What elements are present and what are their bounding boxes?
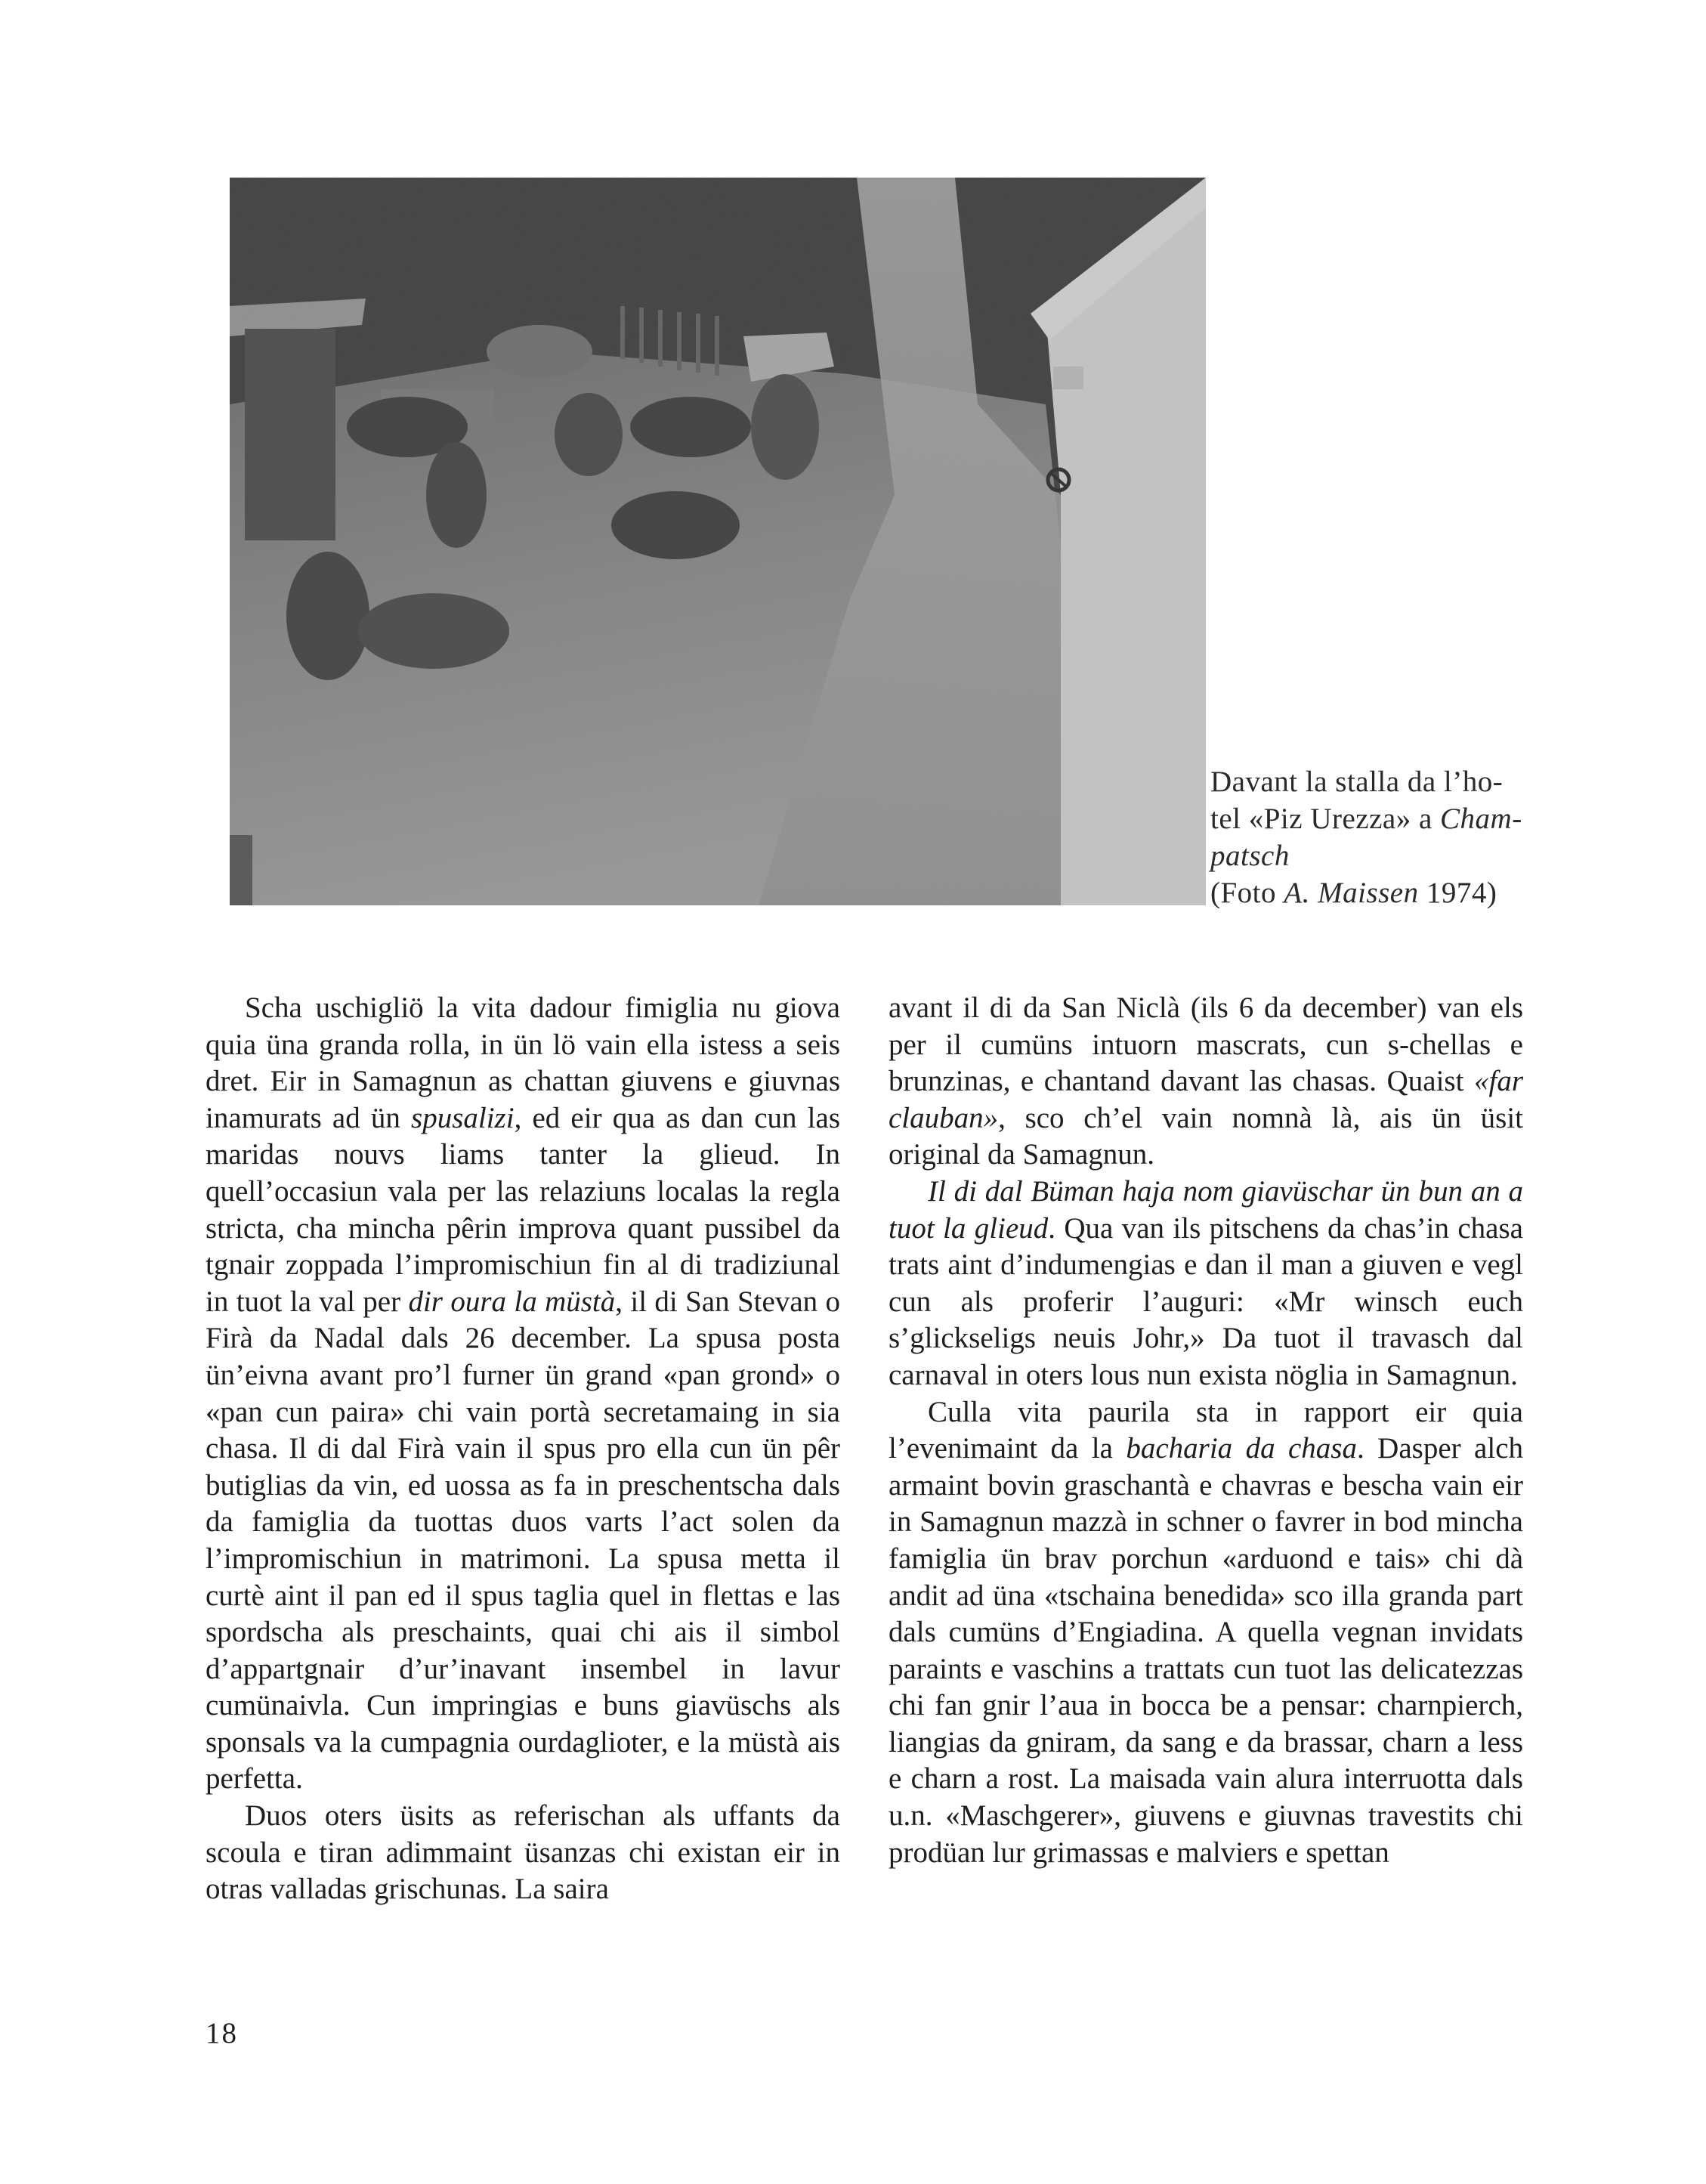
paragraph bbox=[889, 990, 1523, 1174]
italic-run: bacharia da chasa bbox=[1126, 1432, 1357, 1465]
italic-run: «far clauban» bbox=[889, 1065, 1523, 1134]
text-column-left bbox=[206, 990, 840, 1908]
text-run: . Qua van ils pitschens da chas’in chasa trats aint d’indumengias e dan il man a giuven e vegl cun als proferir l’auguri: «Mr winsch euch s’glickseligs neuis Johr,» Da tuot il travasch dal carnaval in oters lous nun exista nöglia in Samagnun. bbox=[889, 1211, 1523, 1391]
text-run: , ed eir qua as dan cun las maridas nouvs liams tanter la glieud. In quell’occasiun vala per las relaziuns localas la regla stricta, cha mincha pêrin improva quant pussibel da tgnair zoppada l’impromischiun fin al di tradiziunal in tuot la val per bbox=[206, 1101, 840, 1318]
text-run: Scha uschigliö la vita dadour fimiglia nu giova quia üna granda rolla, in ün lö vain ella istess a seis dret. Eir in Samagnun as chattan giuvens e giuvnas inamurats ad ün bbox=[206, 991, 840, 1134]
caption-line: patsch bbox=[1210, 840, 1290, 872]
paragraph bbox=[889, 1394, 1523, 1872]
photograph-cattle-yard bbox=[230, 178, 1206, 905]
text-column-right bbox=[889, 990, 1523, 1871]
paragraph bbox=[206, 990, 840, 1798]
text-run: avant il di da San Niclà (ils 6 da december) van els per il cumüns intuorn mascrats, cun s-chellas e brunzinas, e chantand davant las chasas. Quaist bbox=[889, 991, 1523, 1098]
italic-run: Il di dal Büman haja nom giavüschar ün bun an a tuot la glieud bbox=[889, 1174, 1523, 1245]
text-run: , sco ch’el vain nomnà là, ais ün üsit original da Samagnun. bbox=[889, 1101, 1523, 1171]
italic-run: dir oura la müstà bbox=[408, 1285, 616, 1318]
text-run: Culla vita paurila sta in rapport eir quia l’evenimaint da la bbox=[889, 1395, 1523, 1465]
caption-line: Davant la stalla da l’ho- bbox=[1210, 766, 1504, 798]
paragraph bbox=[889, 1174, 1523, 1394]
text-run: Duos oters üsits as referischan als uffants da scoula e tiran adimmaint üsanzas chi existan eir in otras valladas grischunas. La saira bbox=[206, 1799, 840, 1906]
text-run: , il di San Stevan o Firà da Nadal dals 26 december. La spusa posta ün’eivna avant pro’l furner ün grand «pan grond» o «pan cun paira» chi vain portà secretamaing in sia chasa. Il di dal Firà vain il spus pro ella cun ün pêr butiglias da vin, ed uossa as fa in preschentscha dals da famiglia da tuottas duos varts l’act solen da l’impromischiun in matrimoni. La spusa metta il curtè aint il pan ed il spus taglia quel in flettas e las spordscha als preschaints, quai chi ais il simbol d’appartgnair d’ur’inavant insembel in lavur cumünaivla. Cun impringias e buns giavüschs als sponsals va la cumpagnia ourdaglioter, e la müstà ais perfetta. bbox=[206, 1285, 840, 1796]
caption-credit: (Foto A. Maissen 1974) bbox=[1210, 877, 1497, 909]
text-run: . Dasper alch armaint bovin graschantà e chavras e bescha vain eir in Samagnun mazzà in schner o favrer in bod mincha famiglia ün brav porchun «arduond e tais» chi dà andit ad üna «tschaina benedida» sco illa granda part dals cumüns d’Engiadina. A quella vegnan invidats paraints e vaschins a trattats cun tuot las delicatezzas chi fan gnir l’aua in bocca be a pensar: charnpierch, liangias da gniram, da sang e da brassar, charn a less e charn a rost. La maisada vain alura interruotta dals u.n. «Maschgerer», giuvens e giuvnas travestits chi prodüan lur grimassas e malviers e spettan bbox=[889, 1432, 1524, 1869]
page-number: 18 bbox=[206, 2017, 238, 2049]
figure-caption bbox=[1210, 763, 1558, 911]
italic-run: spusalizi bbox=[411, 1101, 515, 1134]
photo-illustration bbox=[230, 178, 1206, 905]
caption-line: tel «Piz Urezza» a Cham- bbox=[1210, 803, 1522, 835]
paragraph bbox=[206, 1798, 840, 1908]
